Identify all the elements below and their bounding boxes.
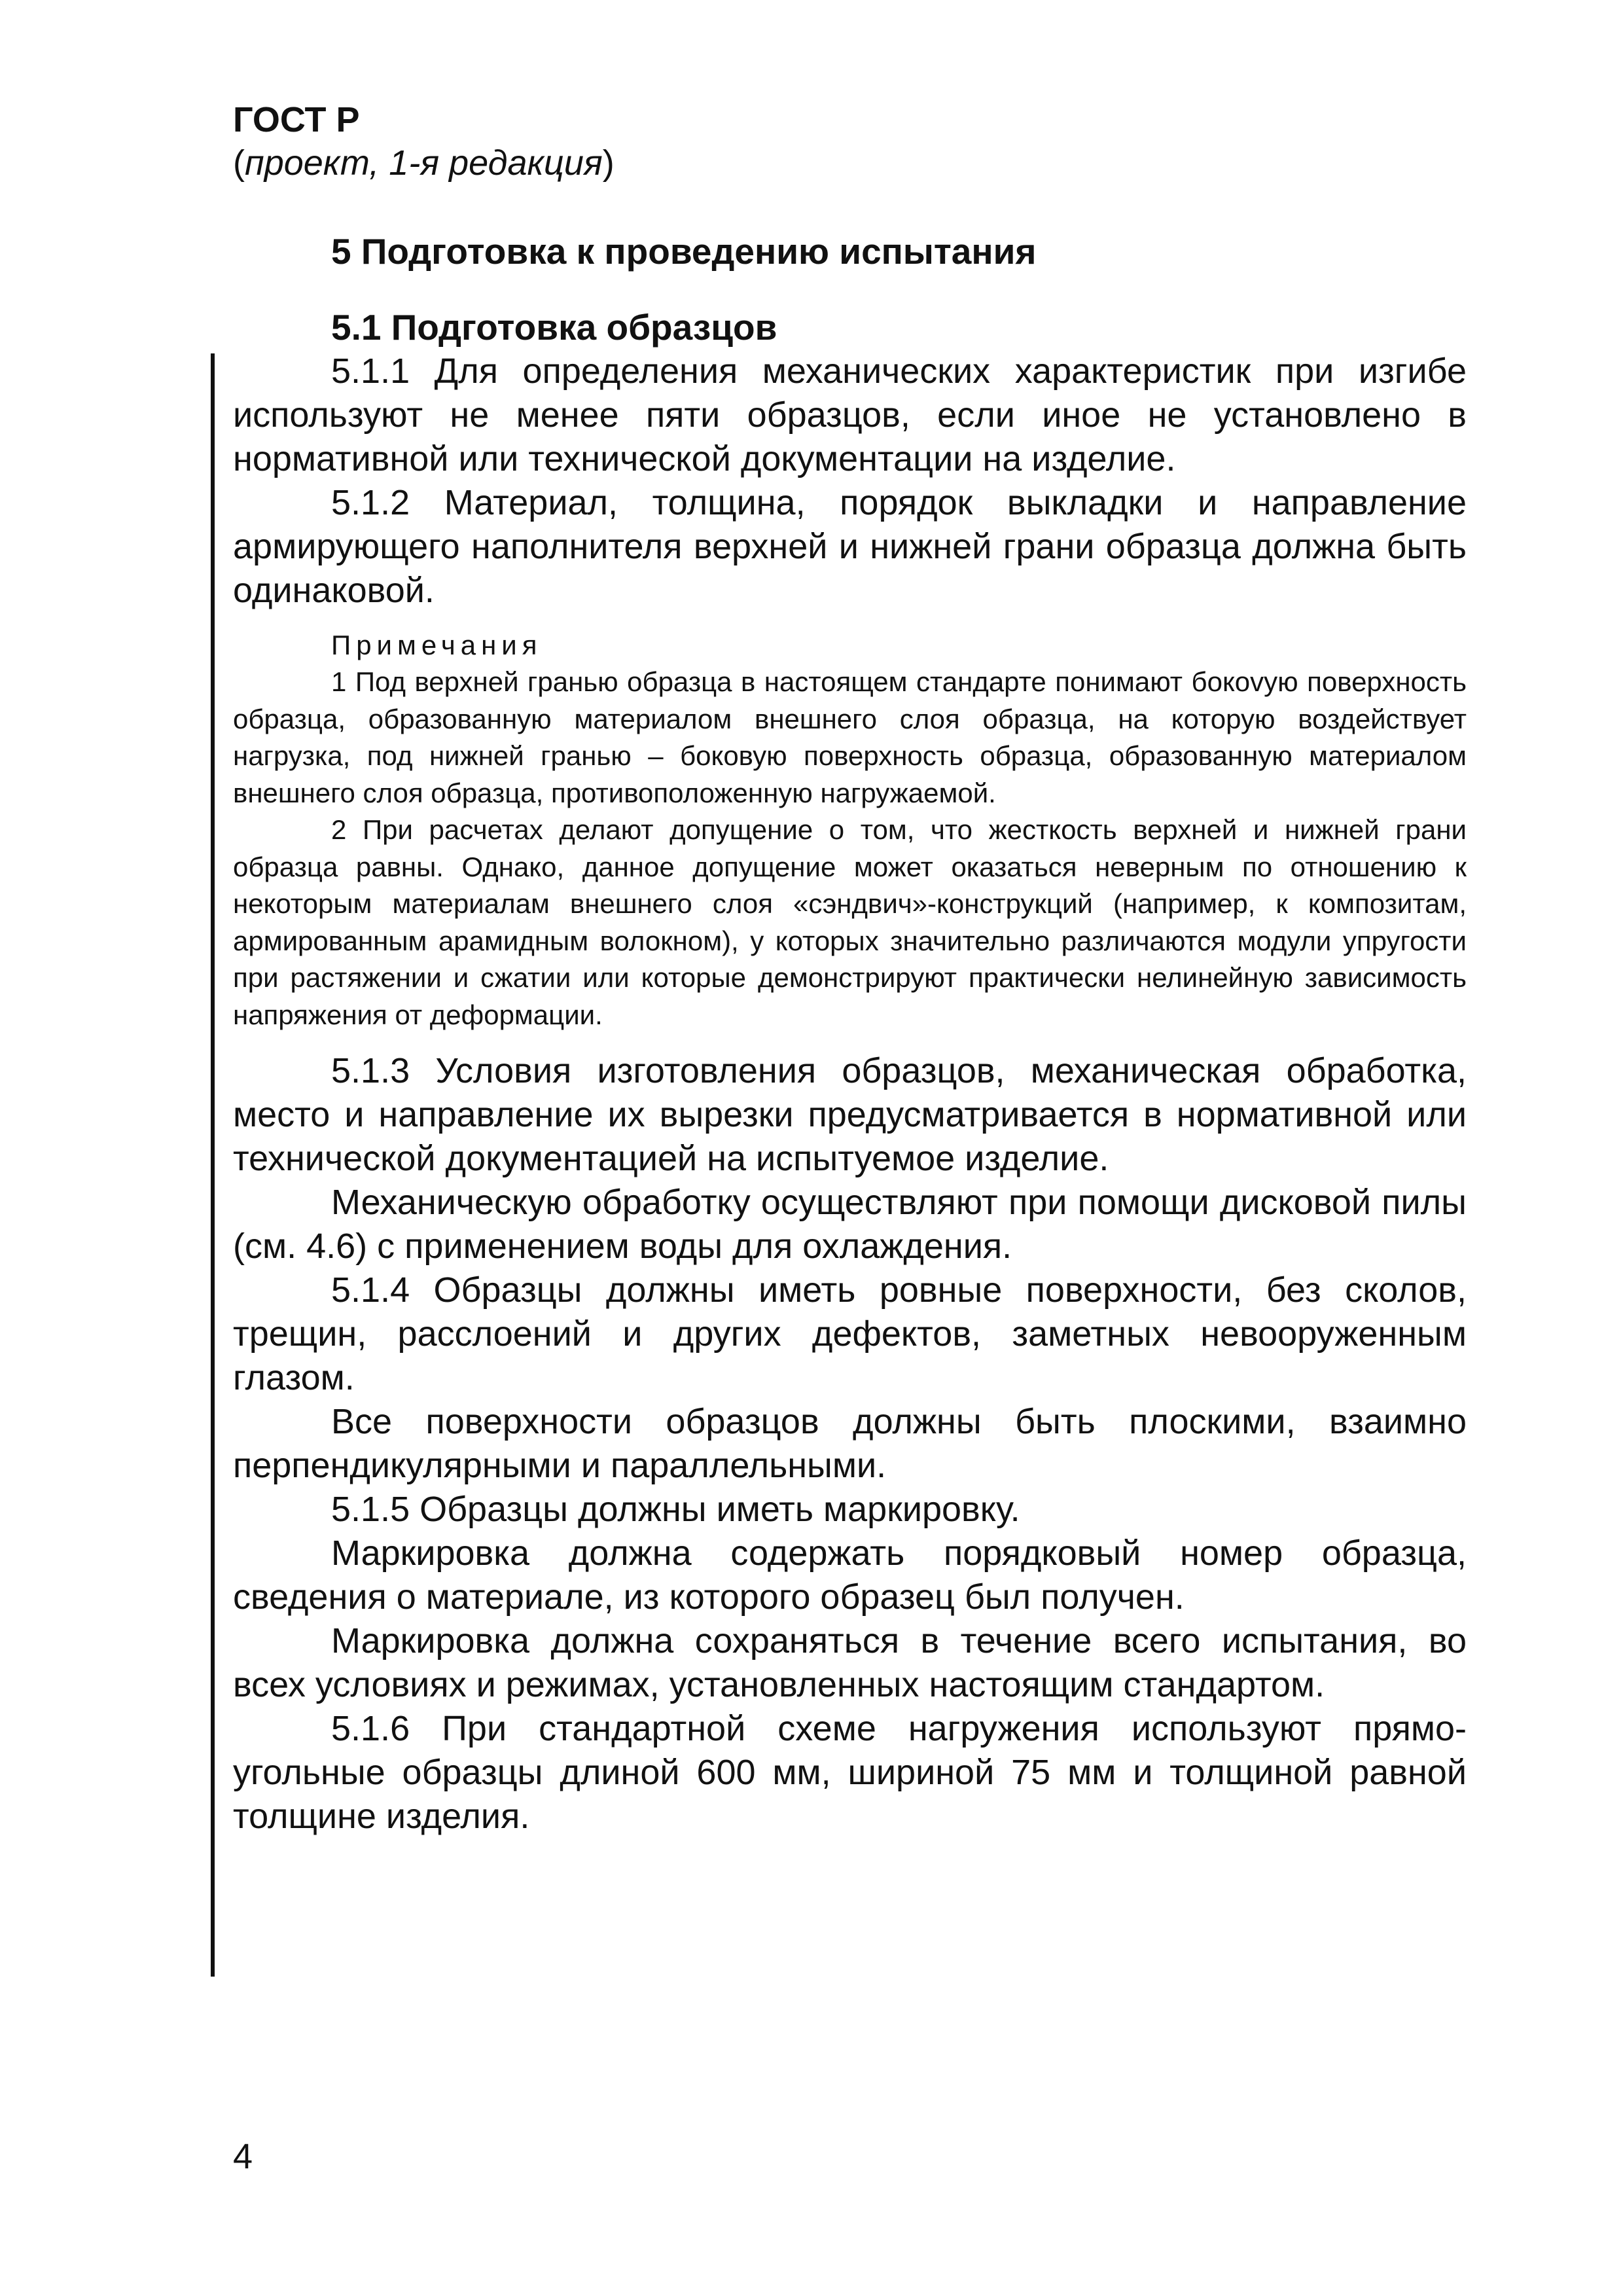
clause-5-1-1: 5.1.1 Для определения механических характеристик при изгибе используют не менее пяти образцов, если иное не установлено в нормативной или технической документации на изделие. xyxy=(233,351,1467,478)
subsection-heading: 5.1 Подготовка образцов xyxy=(331,307,777,348)
standard-designation: ГОСТ Р xyxy=(233,100,360,139)
page-number: 4 xyxy=(233,2137,253,2176)
note-2: 2 При расчетах делают допущение о том, что жесткость верхней и нижней грани образца равны. Однако, данное допущение может оказаться неверным по отношению к некоторым материалам внешнего слоя «сэндвич»-конструкций (например, к композитам, армированным арамидным волокном), у которых значительно различаются модули упругости при растяжении и сжатии или которые демонстрируют практически нелинейную зависимость напряжения от деформации. xyxy=(233,814,1467,1030)
draft-status-close: ) xyxy=(602,143,615,183)
draft-status-text: проект, 1-я редакция xyxy=(244,143,603,183)
section-heading: 5 Подготовка к проведению испытания xyxy=(331,231,1037,272)
clause-5-1-2: 5.1.2 Материал, толщина, порядок выкладки и направление армирующего наполнителя верхней и нижней грани образца должна быть одинаковой. xyxy=(233,483,1467,610)
note-1: 1 Под верхней гранью образца в настоящем стандарте понимают бокоvую поверхность образца, образованную материалом внешнего слоя образца, на которую воздействует нагрузка, под нижней гранью – боковую поверхность образца, образованную материалом внешнего слоя образца, противоположенную нагружаемой. xyxy=(233,666,1467,808)
document-body xyxy=(233,229,1467,1839)
document-header xyxy=(233,98,1476,185)
clause-5-1-5-durability: Маркировка должна сохраняться в течение всего испытания, во всех условиях и режимах, установленных настоящим стандартом. xyxy=(233,1621,1467,1704)
clause-5-1-3: 5.1.3 Условия изготовления образцов, механическая обработка, место и направление их вырезки предусматривается в нормативной или технической документацией на испытуемое изделие. xyxy=(233,1051,1467,1178)
clause-5-1-5: 5.1.5 Образцы должны иметь маркировку. xyxy=(331,1490,1020,1529)
revision-change-bar xyxy=(211,353,215,1977)
clause-5-1-5-content: Маркировка должна содержать порядковый номер образца, сведения о материале, из которого образец был получен. xyxy=(233,1534,1467,1617)
clause-5-1-4: 5.1.4 Образцы должны иметь ровные поверхности, без сколов, трещин, расслоений и других дефектов, заметных невооруженным глазом. xyxy=(233,1270,1467,1397)
draft-status-open: ( xyxy=(233,143,245,183)
notes-block xyxy=(233,627,1467,1033)
draft-status xyxy=(233,141,1476,185)
notes-title: Примечания xyxy=(331,630,543,660)
clause-5-1-3-machining: Механическую обработку осуществляют при помощи дисковой пилы (см. 4.6) с применением воды для охлаждения. xyxy=(233,1183,1467,1266)
clause-5-1-4-surfaces: Все поверхности образцов должны быть плоскими, взаимно перпендикулярными и параллельными. xyxy=(233,1402,1467,1485)
clause-5-1-6: 5.1.6 При стандартной схеме нагружения используют прямоугольные образцы длиной 600 мм, шириной 75 мм и толщиной равной толщине изделия. xyxy=(233,1709,1467,1836)
